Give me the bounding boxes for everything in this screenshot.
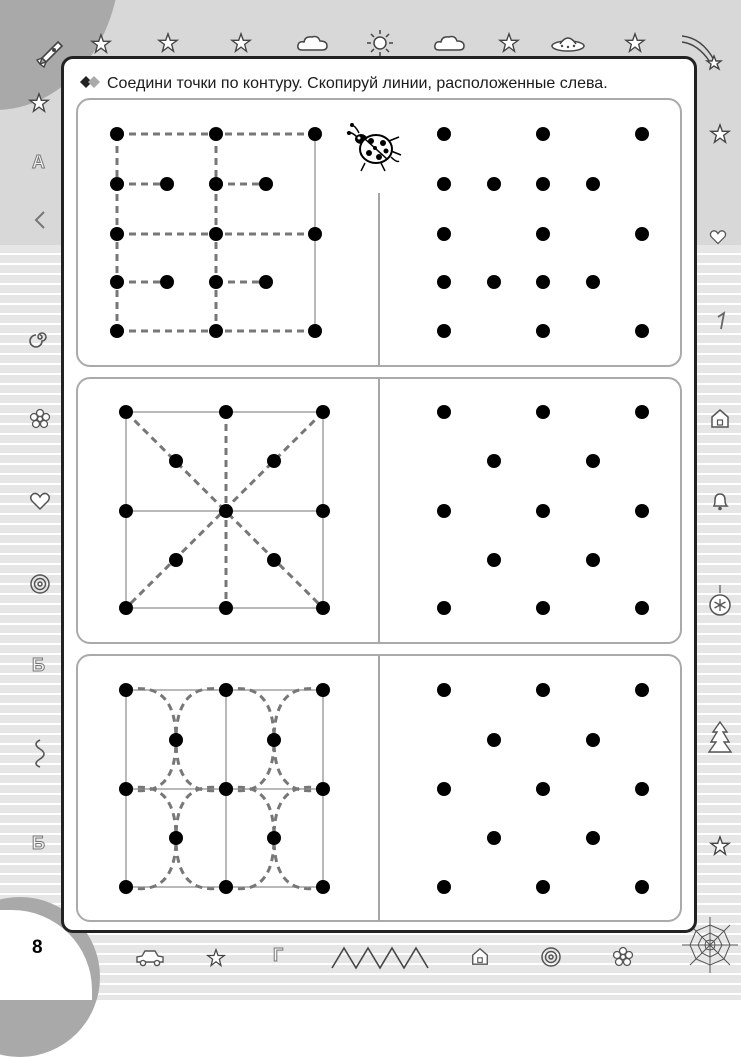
tree-icon [707,720,733,756]
ufo-icon [550,32,586,54]
ladybug-icon [343,117,409,177]
star-icon [230,32,252,54]
heart-icon [29,490,51,512]
star-icon [498,32,520,54]
diamond-bullet-icon [79,75,101,94]
spiral-icon [29,326,51,348]
star-icon [709,123,731,145]
star-icon [709,835,731,857]
flower-icon [29,408,51,430]
house-icon [470,944,490,968]
letter-g: Г [273,945,284,965]
panel-divider [378,656,380,921]
wave-icon [29,738,51,768]
panel-divider [378,193,380,365]
digit-one-icon [711,310,733,332]
flower-icon [612,946,634,968]
letter-b: Б [32,655,45,675]
heart-icon [709,228,727,246]
instruction-text: Соедини точки по контуру. Скопируй линии, расположенные слева. [107,75,608,92]
star-icon [90,33,112,55]
ornament-icon [707,585,733,619]
zigzag-line-icon [330,944,430,970]
house-icon [709,407,731,429]
car-icon [134,946,166,968]
instruction [79,73,608,95]
cloud-icon [296,32,330,54]
sun-icon [365,28,395,58]
letter-a: А [32,152,45,172]
zigzag-icon [30,210,52,232]
cloud-icon [433,32,467,54]
panel-divider [378,379,380,643]
spiral-icon [29,573,51,595]
spiral-icon [540,946,562,968]
star-icon [28,92,50,114]
bell-icon [709,490,731,512]
star-icon [206,948,226,968]
letter-b: Б [32,833,45,853]
star-icon [624,32,646,54]
page-number: 8 [32,937,43,958]
star-icon [157,32,179,54]
